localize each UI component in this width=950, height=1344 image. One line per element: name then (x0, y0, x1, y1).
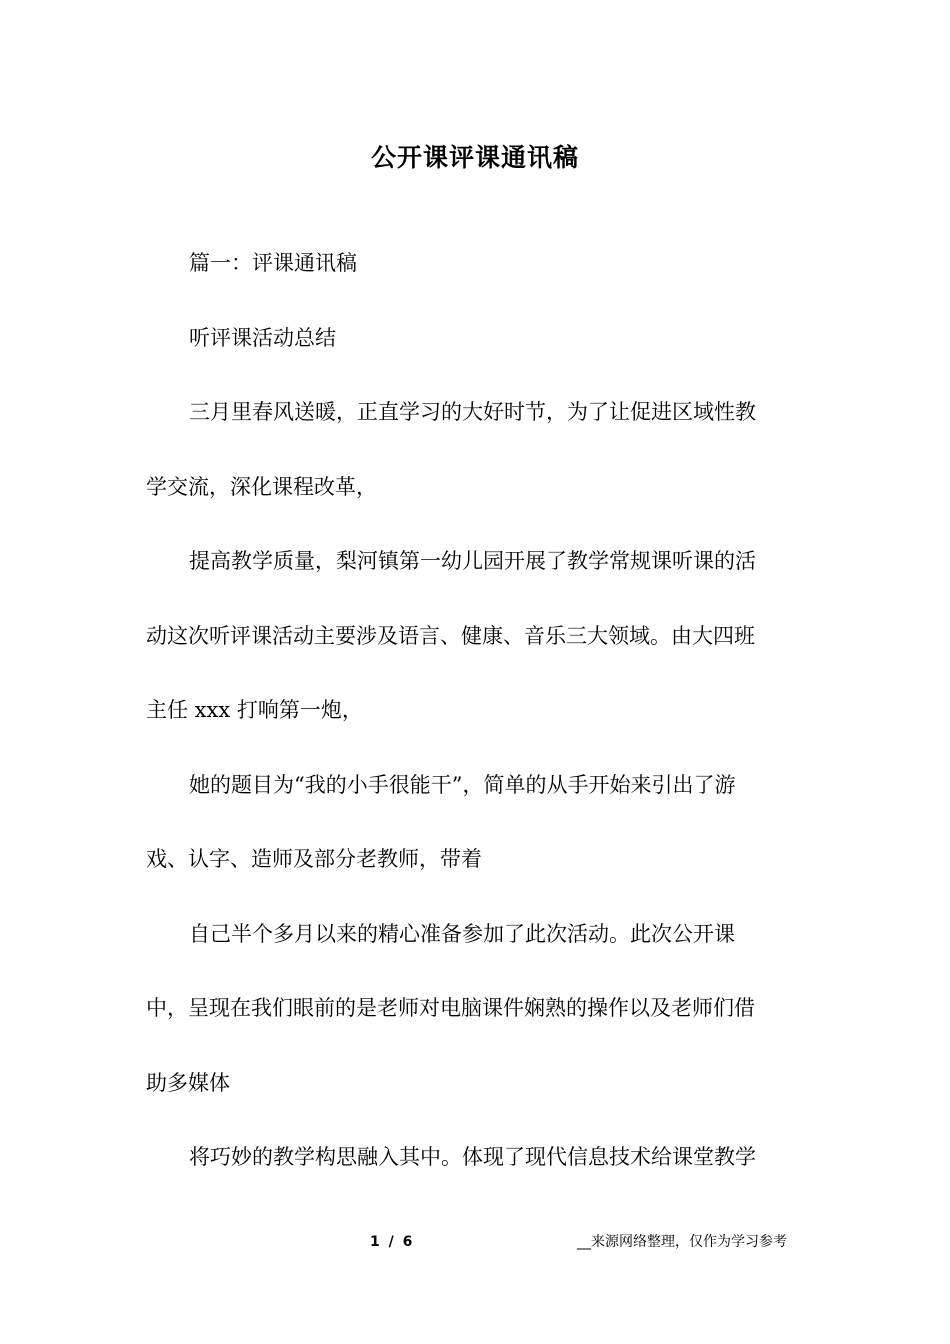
text-line: 提高教学质量，梨河镇第一幼儿园开展了教学常规课听课的活 (189, 549, 756, 573)
text-line: 听评课活动总结 (189, 325, 336, 350)
page-footer (0, 1230, 950, 1254)
text-line: 自己半个多月以来的精心准备参加了此次活动。此次公开课 (189, 921, 735, 946)
text-line: 篇一：评课通讯稿 (189, 251, 357, 275)
text-line: 她的题目为“我的小手很能干”，简单的从手开始来引出了游 (189, 772, 736, 797)
text-line: 主任 xxx 打响第一炮， (146, 698, 363, 722)
document-body (146, 245, 798, 1214)
text-line: 学交流，深化课程改革， (146, 474, 377, 499)
document-title: 公开课评课通讯稿 (370, 143, 579, 172)
page-number: 1 / 6 (370, 1234, 415, 1250)
text-line: 戏、认字、造师及部分老教师，带着 (146, 847, 482, 871)
text-line: 三月里春风送暖，正直学习的大好时节，为了让促进区域性教 (189, 400, 756, 424)
text-line: 动这次听评课活动主要涉及语言、健康、音乐三大领域。由大四班 (146, 623, 755, 648)
text-line: 中，呈现在我们眼前的是老师对电脑课件娴熟的操作以及老师们借 (146, 996, 755, 1020)
text-line: 将巧妙的教学构思融入其中。体现了现代信息技术给课堂教学 (189, 1145, 756, 1169)
source-note: __来源网络整理，仅作为学习参考 (577, 1234, 787, 1250)
text-line: 助多媒体 (146, 1070, 230, 1095)
